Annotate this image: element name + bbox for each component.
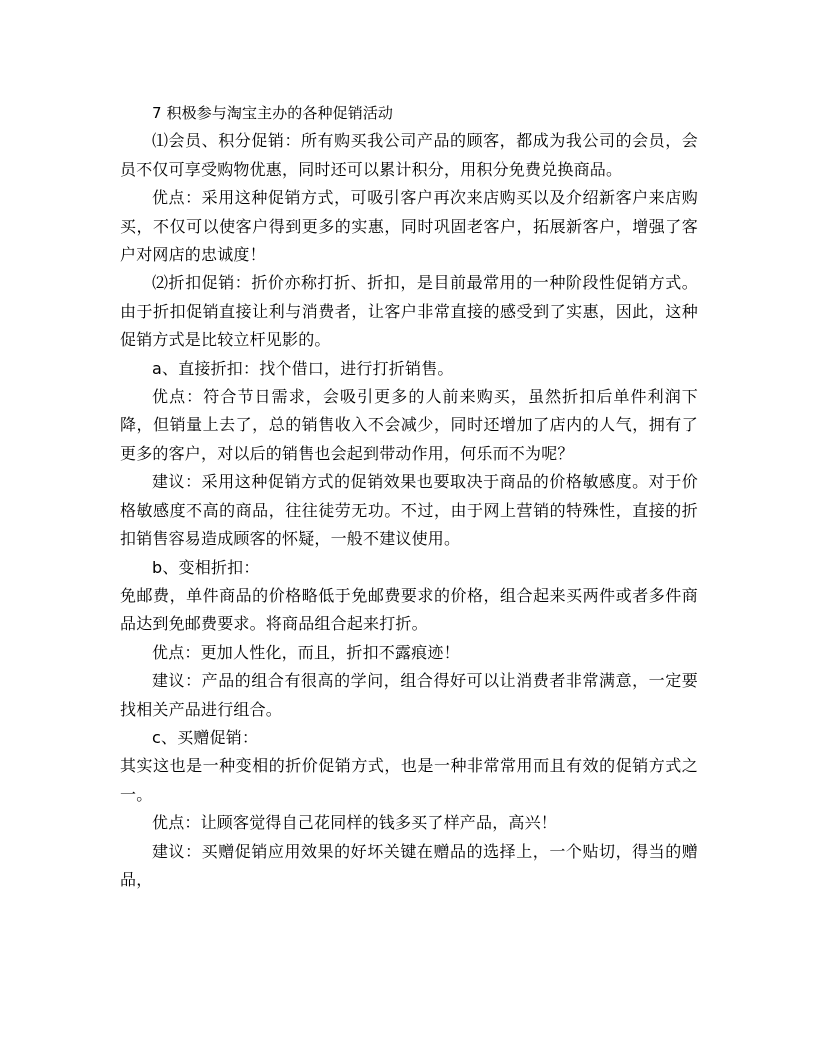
paragraph-gift-promotion: c、买赠促销： bbox=[152, 727, 259, 747]
paragraph-member-points: ⑴会员、积分促销：所有购买我公司产品的顾客，都成为我公司的会员，会员不仅可享受购物优惠，同时还可以累计积分，用积分免费兑换商品。 bbox=[120, 131, 698, 179]
section-heading: 7 积极参与淘宝主办的各种促销活动 bbox=[152, 104, 394, 122]
paragraph-gift-promotion-suggestion: 建议：买赠促销应用效果的好坏关键在赠品的选择上，一个贴切，得当的赠品， bbox=[120, 841, 698, 889]
paragraph-free-shipping: 免邮费，单件商品的价格略低于免邮费要求的价格，组合起来买两件或者多件商品达到免邮费要求。将商品组合起来打折。 bbox=[120, 585, 698, 634]
paragraph-member-points-advantage: 优点：采用这种促销方式，可吸引客户再次来店购买以及介绍新客户来店购买，不仅可以使客户得到更多的实惠，同时巩固老客户，拓展新客户，增强了客户对网店的忠诚度！ bbox=[120, 188, 698, 265]
paragraph-indirect-discount: b、变相折扣： bbox=[152, 557, 260, 577]
paragraph-discount-promotion: ⑵折扣促销：折价亦称打折、折扣，是目前最常用的一种阶段性促销方式。由于折扣促销直接让利与消费者，让客户非常直接的感受到了实惠，因此，这种促销方式是比较立杆见影的。 bbox=[120, 273, 698, 350]
paragraph-direct-discount: a、直接折扣：找个借口，进行打折销售。 bbox=[152, 358, 454, 378]
paragraph-gift-promotion-advantage: 优点：让顾客觉得自己花同样的钱多买了样产品，高兴！ bbox=[152, 813, 558, 833]
paragraph-direct-discount-suggestion: 建议：采用这种促销方式的促销效果也要取决于商品的价格敏感度。对于价格敏感度不高的商品，往往徒劳无功。不过，由于网上营销的特殊性，直接的折扣销售容易造成顾客的怀疑，一般不建议使用。 bbox=[120, 472, 698, 549]
paragraph-direct-discount-advantage: 优点：符合节日需求，会吸引更多的人前来购买，虽然折扣后单件利润下降，但销量上去了，总的销售收入不会减少，同时还增加了店内的人气，拥有了更多的客户，对以后的销售也会起到带动作用，何乐而不为呢？ bbox=[120, 387, 698, 463]
paragraph-indirect-discount-suggestion: 建议：产品的组合有很高的学问，组合得好可以让消费者非常满意，一定要找相关产品进行组合。 bbox=[120, 671, 698, 719]
paragraph-gift-promotion-description: 其实这也是一种变相的折价促销方式，也是一种非常常用而且有效的促销方式之一。 bbox=[120, 756, 698, 804]
document-body bbox=[120, 99, 698, 894]
paragraph-indirect-discount-advantage: 优点：更加人性化，而且，折扣不露痕迹！ bbox=[152, 642, 460, 662]
